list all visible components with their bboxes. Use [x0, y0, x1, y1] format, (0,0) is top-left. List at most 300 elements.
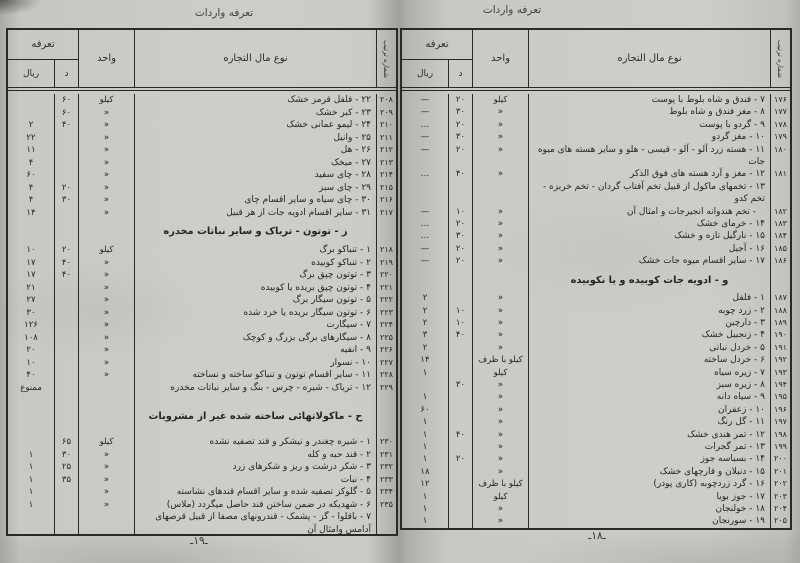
tariff-no-cell: ۲۲۱	[376, 282, 396, 295]
unit-cell: «	[472, 168, 528, 180]
dinar-label: د	[54, 60, 78, 87]
unit-cell: کیلو	[78, 436, 134, 449]
rial-cell: ۲۲	[26, 132, 36, 143]
tariff-no-cell: ۲۲۳	[376, 307, 396, 320]
unit-cell: «	[78, 357, 134, 370]
dinar-cell	[54, 486, 78, 499]
page-heading-right: تعرفه واردات	[482, 4, 542, 16]
unit-cell: «	[472, 379, 528, 391]
rial-cell: —	[420, 132, 430, 143]
tariff-no-cell	[376, 219, 396, 244]
table-row	[8, 282, 396, 295]
rial-cell	[8, 107, 54, 120]
goods-cell: ۲ - قند حبه و کله	[134, 449, 376, 462]
rial-cell: ۱	[422, 454, 428, 465]
tariff-no-cell: ۱۸۶	[770, 255, 790, 267]
unit-cell: «	[472, 119, 528, 131]
table-row	[8, 319, 396, 332]
rial-cell: ۲	[28, 120, 34, 131]
unit-cell: «	[472, 305, 528, 317]
tariff-no-cell: ۲۲۹	[376, 382, 396, 395]
unit-cell: «	[78, 294, 134, 307]
unit-cell: «	[472, 144, 528, 169]
tariff-no-cell: ۱۷۶	[770, 94, 790, 106]
rial-cell	[8, 94, 54, 107]
unit-cell: «	[78, 319, 134, 332]
unit-cell: «	[78, 474, 134, 487]
unit-cell: «	[472, 255, 528, 267]
tariff-no-cell: ۱۹۴	[770, 379, 790, 391]
goods-cell: ۱۲ - تمر هندی خشک	[528, 429, 770, 441]
goods-cell: ۶ - توتون سیگار بریده یا خرد شده	[134, 307, 376, 320]
goods-cell: ۱۷ - سایر اقسام میوه جات خشک	[528, 255, 770, 267]
tariff-no-cell: ۲۱۱	[376, 132, 396, 145]
table-row	[402, 243, 790, 255]
unit-cell: «	[78, 257, 134, 270]
unit-cell: «	[472, 404, 528, 416]
table-row	[8, 194, 396, 207]
goods-cell: ۹ - گردو با پوست	[528, 119, 770, 131]
unit-cell: «	[78, 499, 134, 512]
goods-cell: ۹ - انفیه	[134, 344, 376, 357]
table-row	[402, 379, 790, 391]
tariff-no-cell: ۲۱۴	[376, 169, 396, 182]
table-row	[402, 144, 790, 169]
unit-cell: «	[78, 169, 134, 182]
goods-cell: ۱۶ - آجیل	[528, 243, 770, 255]
rial-cell: ۴۰	[26, 370, 36, 381]
tariff-no-cell: ۱۹۲	[770, 354, 790, 366]
table-row	[8, 511, 396, 534]
unit-cell: «	[78, 207, 134, 220]
dinar-cell	[54, 357, 78, 370]
tariff-no-cell: ۲۰۴	[770, 503, 790, 515]
goods-cell: ۳۱ - سایر اقسام ادویه جات از هر قبیل	[134, 207, 376, 220]
dinar-cell: ۲۰	[448, 243, 472, 255]
table-row	[402, 416, 790, 428]
rial-cell	[402, 379, 448, 391]
dinar-cell: ۳۰	[54, 449, 78, 462]
rial-cell: ۱۲۶	[24, 320, 38, 331]
table-row	[402, 354, 790, 366]
table-row	[8, 169, 396, 182]
tariff-no-cell: ۲۳۱	[376, 449, 396, 462]
rial-cell: …	[420, 219, 430, 230]
goods-cell: ۸ - مغز فندق و شاه بلوط	[528, 106, 770, 118]
unit-cell: «	[78, 344, 134, 357]
rial-cell	[8, 511, 54, 534]
table-row	[8, 257, 396, 270]
dinar-cell	[448, 404, 472, 416]
dinar-cell	[448, 416, 472, 428]
table-row	[402, 168, 790, 180]
goods-cell: ۲۲ - فلفل قرمز خشک	[134, 94, 376, 107]
goods-cell: ۴ - زنجبیل خشک	[528, 329, 770, 341]
rial-cell: ۶۰	[26, 170, 36, 181]
goods-cell: ۷ - فندق و شاه بلوط با پوست	[528, 94, 770, 106]
table-row	[8, 107, 396, 120]
dinar-cell	[448, 268, 472, 292]
rial-cell: ۴	[28, 182, 34, 193]
rial-cell: —	[420, 95, 430, 105]
goods-cell: ۲۶ - هل	[134, 144, 376, 157]
goods-cell: ۹ - سیاه دانه	[528, 391, 770, 403]
rial-cell: …	[420, 169, 430, 180]
unit-cell: «	[472, 391, 528, 403]
goods-cell: ۱ - شیره چغندر و نیشکر و قند تصفیه نشده	[134, 436, 376, 449]
table-row	[402, 491, 790, 503]
dinar-cell: ۱۰	[448, 181, 472, 218]
unit-cell: «	[472, 503, 528, 515]
rial-cell: ۱	[422, 441, 428, 452]
rial-cell: …	[420, 231, 430, 242]
table-row	[8, 499, 396, 512]
rial-cell: ۱۴	[420, 355, 430, 366]
tariff-column-header	[402, 30, 472, 87]
table-row	[8, 294, 396, 307]
tariff-no-cell: ۲۰۸	[376, 94, 396, 107]
unit-cell: «	[472, 342, 528, 354]
unit-cell: «	[472, 292, 528, 304]
unit-cell: کیلو	[472, 491, 528, 503]
dinar-cell	[448, 503, 472, 515]
dinar-cell: ۶۰	[54, 107, 78, 120]
tariff-no-cell: ۱۹۷	[770, 416, 790, 428]
table-row	[402, 230, 790, 242]
rial-cell: ۱	[422, 392, 428, 403]
unit-cell: «	[472, 218, 528, 230]
unit-cell: «	[472, 243, 528, 255]
unit-cell	[472, 515, 528, 527]
rial-cell: ۱۴	[26, 207, 36, 218]
table-row	[402, 453, 790, 465]
table-row	[8, 207, 396, 220]
unit-cell: «	[78, 486, 134, 499]
rial-cell: —	[420, 144, 430, 155]
goods-cell: ۱۱ - سایر اقسام توتون و تنباکو ساخته و نساخته	[134, 369, 376, 382]
rial-cell: ۱۰	[26, 357, 36, 368]
tariff-no-cell: ۱۸۵	[770, 243, 790, 255]
unit-cell: کیلو	[472, 367, 528, 379]
table-row	[8, 344, 396, 357]
goods-cell: ۱۸ - خولنجان	[528, 503, 770, 515]
rial-cell: ۱	[422, 367, 428, 378]
unit-cell: «	[78, 107, 134, 120]
rial-cell: ۱۱	[26, 145, 36, 156]
table-row	[402, 119, 790, 131]
rial-label: ریال	[416, 68, 434, 79]
unit-cell: «	[472, 131, 528, 143]
dinar-cell: ۳۰	[54, 194, 78, 207]
tariff-no-cell	[770, 268, 790, 292]
dinar-cell: ۴۰	[448, 329, 472, 341]
table-row	[402, 342, 790, 354]
unit-cell: «	[472, 453, 528, 465]
table-row	[8, 436, 396, 449]
unit-cell: «	[78, 307, 134, 320]
tariff-no-cell	[376, 395, 396, 437]
goods-cell: ۱۰ - نسوار	[134, 357, 376, 370]
unit-cell: کیلو	[78, 94, 134, 107]
dinar-cell: ۴۰	[54, 269, 78, 282]
tariff-no-cell: ۲۱۲	[376, 144, 396, 157]
goods-column-header: نوع مال التجاره	[528, 30, 770, 87]
unit-cell	[78, 395, 134, 437]
tariff-no-cell: ۱۸۳	[770, 218, 790, 230]
table-row	[8, 332, 396, 345]
unit-cell: کیلو	[472, 94, 528, 106]
unit-cell: «	[78, 144, 134, 157]
rial-cell: ۳	[422, 330, 428, 341]
goods-cell: ۱۰ - زعفران	[528, 404, 770, 416]
tariff-no-cell: ۲۲۴	[376, 319, 396, 332]
tariff-no-cell: ۱۷۷	[770, 106, 790, 118]
tariff-subheaders	[402, 59, 472, 87]
rial-cell: ۱	[422, 417, 428, 428]
goods-column-header: نوع مال التجاره	[134, 30, 376, 87]
unit-cell: کیلو	[78, 244, 134, 257]
section-header-row	[8, 219, 396, 244]
tariff-no-cell: ۲۰۲	[770, 478, 790, 490]
goods-cell: ۶ - شهدیکه در ضمن ساختن قند حاصل میگردد (ملاس)	[134, 499, 376, 512]
tariff-no-cell: ۲۲۸	[376, 369, 396, 382]
unit-column-header: واحد	[472, 30, 528, 87]
tariff-no-cell: ۲۳۵	[376, 499, 396, 512]
rial-cell: ۲	[422, 293, 428, 304]
dinar-cell	[54, 332, 78, 345]
tariff-no-cell: ۱۸۴	[770, 230, 790, 242]
rial-cell: ۲	[422, 317, 428, 328]
rial-cell: ۶۰	[420, 404, 430, 415]
table-row	[8, 474, 396, 487]
unit-cell: «	[78, 282, 134, 295]
dinar-cell	[448, 391, 472, 403]
goods-cell: ۸ - زیره سبز	[528, 379, 770, 391]
goods-cell: ۲۴ - لیمو عمانی خشک	[134, 119, 376, 132]
tariff-no-cell	[376, 511, 396, 534]
rial-cell: ۱۷	[26, 270, 36, 281]
table-row	[8, 94, 396, 107]
table-row	[402, 404, 790, 416]
goods-cell: ۱۲ - تریاک - شیره - چرس - بنگ و سایر نباتات مخدره	[134, 382, 376, 395]
rial-cell: —	[420, 107, 430, 118]
dinar-cell: ۱۰	[448, 305, 472, 317]
tariff-no-cell: ۲۱۸	[376, 244, 396, 257]
page-number-right: ـ۱۸ـ	[588, 530, 606, 542]
rial-cell: ۱	[28, 462, 34, 473]
dinar-cell	[54, 499, 78, 512]
tariff-no-cell: ۲۲۰	[376, 269, 396, 282]
goods-cell: ۱۹ - سورنجان	[528, 515, 770, 527]
table-row	[8, 382, 396, 395]
table-row	[402, 503, 790, 515]
rial-cell: ۱	[28, 487, 34, 498]
tariff-no-cell: ۲۲۷	[376, 357, 396, 370]
tariff-no-cell: ۱۸۸	[770, 305, 790, 317]
unit-cell: «	[472, 181, 528, 218]
dinar-cell: ۳۵	[54, 474, 78, 487]
tariff-no-cell: ۱۹۶	[770, 404, 790, 416]
table-row	[8, 157, 396, 170]
tariff-table-right	[400, 28, 792, 530]
tariff-no-cell: ۲۰۳	[770, 491, 790, 503]
dinar-cell	[54, 319, 78, 332]
dinar-cell	[448, 367, 472, 379]
dinar-cell	[448, 491, 472, 503]
tariff-no-cell: ۱۸۱	[770, 168, 790, 180]
dinar-cell: ۲۰	[448, 453, 472, 465]
rial-cell: ۱۸	[420, 466, 430, 477]
goods-cell: ۱۶ - گرد زردچوبه (کاری پودر)	[528, 478, 770, 490]
dinar-cell	[54, 369, 78, 382]
rial-cell: ۱۲	[420, 479, 430, 490]
dinar-cell	[54, 157, 78, 170]
table-row	[8, 449, 396, 462]
section-header-row	[8, 395, 396, 437]
unit-cell	[78, 511, 134, 534]
unit-cell: «	[472, 466, 528, 478]
dinar-cell: ۲۵	[54, 461, 78, 474]
table-header	[8, 30, 396, 88]
unit-cell: «	[472, 329, 528, 341]
unit-cell: «	[78, 194, 134, 207]
tariff-subheaders	[8, 59, 78, 87]
tariff-no-cell: ۱۸۹	[770, 317, 790, 329]
goods-cell: ۳۰ - چای سیاه و سایر اقسام چای	[134, 194, 376, 207]
unit-cell: کیلو با ظرف	[472, 354, 528, 366]
goods-cell: ۱۰ - مغز گردو	[528, 131, 770, 143]
rial-cell	[402, 515, 448, 527]
rial-cell: ۱	[28, 474, 34, 485]
unit-cell: «	[78, 332, 134, 345]
unit-cell: کیلو با ظرف	[472, 478, 528, 490]
tariff-no-cell: ۱۸۰	[770, 144, 790, 169]
rial-cell	[8, 219, 54, 244]
unit-cell: «	[472, 429, 528, 441]
unit-cell: «	[78, 132, 134, 145]
tariff-no-cell: ۱۹۵	[770, 391, 790, 403]
tariff-label: تعرفه	[425, 39, 449, 50]
tariff-no-cell: ۱۹۱	[770, 342, 790, 354]
dinar-cell: ۴۰	[448, 168, 472, 180]
dinar-cell	[448, 466, 472, 478]
dinar-cell	[448, 478, 472, 490]
tariff-no-cell: ۲۲۶	[376, 344, 396, 357]
table-row	[8, 244, 396, 257]
dinar-cell	[54, 382, 78, 395]
dinar-cell	[54, 144, 78, 157]
unit-cell: «	[472, 317, 528, 329]
table-row	[402, 391, 790, 403]
tariff-no-cell: ۱۸۷	[770, 292, 790, 304]
dinar-cell: ۳۰	[448, 379, 472, 391]
rial-cell: ۳۰	[26, 307, 36, 318]
goods-cell: ۲۳ - کبر خشک	[134, 107, 376, 120]
dinar-cell: ۲۰	[54, 182, 78, 195]
goods-cell: ۶ - خردل ساخته	[528, 354, 770, 366]
table-row	[402, 429, 790, 441]
goods-cell: ۵ - گلوکز تصفیه شده و سایر اقسام قندهای نشاسته	[134, 486, 376, 499]
tariff-no-cell: ۲۰۱	[770, 466, 790, 478]
tariff-no-cell: ۲۳۲	[376, 461, 396, 474]
table-row	[8, 357, 396, 370]
table-row	[8, 307, 396, 320]
unit-cell: «	[78, 157, 134, 170]
tariff-no-cell: ۱۹۹	[770, 441, 790, 453]
rial-cell: ۴	[28, 195, 34, 206]
rial-cell: ۱	[422, 429, 428, 440]
goods-cell: ۳ - دارچین	[528, 317, 770, 329]
dinar-cell	[54, 132, 78, 145]
tariff-no-cell: ۲۲۲	[376, 294, 396, 307]
row-number-label: شماره ترتیب	[382, 39, 391, 78]
tariff-no-cell: ۲۱۹	[376, 257, 396, 270]
unit-cell: «	[472, 416, 528, 428]
tariff-no-cell: ۲۰۹	[376, 107, 396, 120]
goods-cell: ۱۱ - گل رنگ	[528, 416, 770, 428]
tariff-no-cell: ۲۱۶	[376, 194, 396, 207]
tariff-no-cell: ۱۷۹	[770, 131, 790, 143]
goods-cell: ۵ - توتون سیگار برگ	[134, 294, 376, 307]
table-row	[8, 119, 396, 132]
tariff-no-cell: ۱۸۲	[770, 181, 790, 218]
table-row	[8, 486, 396, 499]
tariff-no-cell: ۲۳۰	[376, 436, 396, 449]
dinar-cell: ۲۰	[448, 255, 472, 267]
tariff-no-cell: ۱۷۸	[770, 119, 790, 131]
tariff-no-cell: ۲۰۵	[770, 515, 790, 527]
rial-cell: ۱۰۸	[24, 332, 38, 343]
table-row	[402, 292, 790, 304]
goods-cell: ۲ - تنباکو کوبیده	[134, 257, 376, 270]
table-row	[8, 369, 396, 382]
rial-cell: —	[420, 243, 430, 254]
tariff-column-header	[8, 30, 78, 87]
dinar-cell: ۳۰	[448, 131, 472, 143]
goods-cell: ۲۸ - چای سفید	[134, 169, 376, 182]
dinar-cell: ۶۰	[54, 94, 78, 107]
unit-cell: «	[78, 449, 134, 462]
page-heading-left: تعرفه واردات	[194, 7, 254, 19]
dinar-cell	[448, 515, 472, 527]
section-title: و - ادویه جات کوبیده و یا نکوبیده	[528, 268, 770, 292]
goods-cell: ۲۷ - میخک	[134, 157, 376, 170]
unit-cell: «	[78, 182, 134, 195]
rial-cell: ۲۰	[26, 345, 36, 356]
rial-cell: ۴	[28, 157, 34, 168]
table-row	[8, 182, 396, 195]
goods-cell: ۱۵ - نارگیل تازه و خشک	[528, 230, 770, 242]
section-header-row	[402, 268, 790, 292]
dinar-cell	[54, 511, 78, 534]
table-row	[8, 144, 396, 157]
unit-cell	[472, 268, 528, 292]
unit-cell	[78, 219, 134, 244]
table-row	[402, 515, 790, 527]
table-row	[402, 329, 790, 341]
goods-cell: ۱۳ - تمر گجرات	[528, 441, 770, 453]
tariff-no-cell: ۲۱۳	[376, 157, 396, 170]
unit-cell: «	[472, 441, 528, 453]
dinar-cell	[448, 441, 472, 453]
goods-cell: ۱۵ - دنبلان و قارچهای خشک	[528, 466, 770, 478]
table-row	[402, 317, 790, 329]
goods-cell: ۱۷ - جوز بویا	[528, 491, 770, 503]
unit-cell: «	[78, 461, 134, 474]
dinar-cell	[448, 292, 472, 304]
tariff-label: تعرفه	[31, 39, 55, 50]
dinar-cell	[54, 219, 78, 244]
